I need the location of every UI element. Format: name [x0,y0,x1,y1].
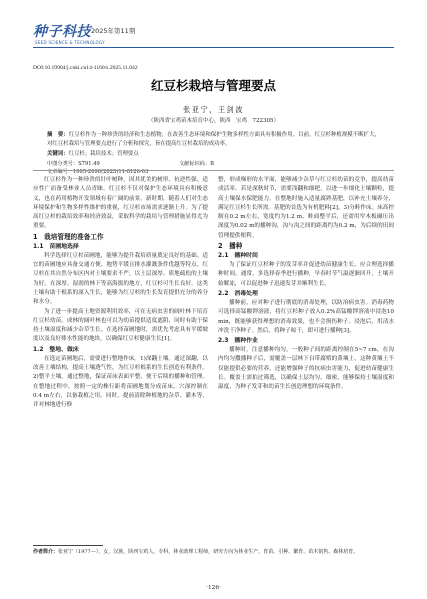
affiliation: （陕西省宝鸡苗木培育中心，陕西 宝鸡 722305） [148,118,279,124]
article-title: 红豆杉栽培与管理要点 [150,78,276,93]
paragraph-continued: 整，形成梯形的水平面，能够减少杂草与红豆杉幼苗的竞争，提高幼苗成活率。若是深秋时节，需要浅翻和细耙，以进一步细化土壤颗粒，提高土壤保水保肥能力。在整地时施入适量腐熟基肥，以补充土壤养分，满足红豆杉生长所需。基肥的首选为有机肥料[2]。3)分畦作床。床高控制在0.2 m左右，宽度约为1.2 m。畦面整平后，还需用窄木板碾压出深度为0.02 m的播种沟，沟与沟之间的距离约为0.2 m，为后续的田间管理提供便利。 [218,177,394,239]
paragraph: 播种时，注意播种均匀，一般种子间的距离控制在5~7 cm，在沟内均匀撒播种子后，需覆盖一层林下自带腐殖的黄壤土，这种黄壤土不仅能提供必要的营养，还能增强种子的抗病虫害能力，促进幼苗健康生长。覆盖土需拍过筛选，以确保土层均匀、细密，能够保持土壤湿度和温度，为种子发芽和幼苗生长创造理想的环境条件。 [218,347,394,391]
page-number: ·126· [206,585,221,591]
subsection-heading-2-3: 2.3 播种作业 [218,338,258,345]
left-column [33,176,208,411]
keywords-text: 红豆杉；栽培技术；管理要点 [68,151,139,157]
article-meta [47,160,380,176]
abstract-text: 红豆杉作为一种珍贵的经济和生态植物，在改善生态环境和保护生物多样性方面具有积极作用。目前，红豆杉种植规模不断扩大，对红豆杉栽培与管理要点进行了分析和探究，旨在提高红豆杉栽培的成功率。 [47,132,380,147]
journal-header [33,24,394,48]
keywords [47,150,380,158]
issue-label: 2025年第11期 [91,27,136,35]
footnote-label: 作者简介： [33,549,59,555]
subsection-heading-1-1: 1.1 苗圃地选择 [33,243,79,250]
subsection-heading-2-1: 2.1 播种时间 [218,253,258,260]
journal-logo-subtext: SEED SCIENCE & TECHNOLOGY [35,40,105,45]
section-heading-2: 2 播种 [218,242,243,251]
subsection-heading-2-2: 2.2 消毒处理 [218,290,258,297]
paragraph: 播种前，应对种子进行彻底的消毒处理，以防治病虫害。消毒药物可选择高锰酸钾溶液，将红豆杉种子放入0.2%高锰酸钾溶液中浸泡10 min，既能够获得理想的消毒效果，也不会损伤种子。浸泡后，用清水冲洗干净种子。然后，将种子晾干，即可进行播种[3]。 [218,299,394,334]
meta-divider [33,170,394,171]
footnote-text: 张亚宁（1977—），女，汉族，陕西宝鸡人，专科，林业助理工程师，研究方向为林业生产、育苗、引种、繁育、苗木销售、森林培育。 [58,549,359,555]
abstract-label: 摘 要： [47,132,69,138]
abstract [47,131,380,148]
authors: 张亚宁，王剑波 [183,105,244,114]
article-number: 文章编号：1005-2690(2025)11-0126-03 [47,169,149,175]
paragraph: 为了进一步提高土地资源利用效率，可在无病虫害的阔叶林下培育红豆杉幼苗。成林的阔叶林也可以为幼苗提供适度遮阴，同时有助于保持土壤湿度和减少杂草生长。在选择苗圃地时，需优先考虑具有平缓坡度以及良好排水性能的地块，以确保红豆杉健康生长[1]。 [33,308,208,343]
intro-paragraph: 红豆杉作为一种珍贵的针叶树种，因其优美的树形、抗逆性强、适应性广而备受林业人员青睐。红豆杉不仅对保护生态环境具有积极意义，也在药用植物开发领域有着广阔的前景。新时期，随着人们对生态环境保护和生物多样性维护的重视，红豆杉市场需求逐渐上升。为了提高红豆杉的栽培效率和经济效益，采取科学的栽培与管理措施显得尤为重要。 [33,177,208,230]
author-footnote [33,549,394,557]
journal-logo: 种子科技 [33,24,91,40]
doi[interactable]: DOI:10.19904/j.cnki.cn14-1160/s.2025.11.042 [33,65,138,71]
right-column [218,176,394,393]
section-heading-1: 1 栽培管理的准备工作 [33,232,104,241]
subsection-heading-1-2: 1.2 整地、做床 [33,346,79,353]
paragraph: 在选定苗圃地后，需要进行整地作床。1)深翻土壤。通过深翻，以改善土壤结构，提高土壤透气性，为红豆杉根系的生长创造有利条件。2)整平土壤。通过整地，保证苗床表面平整，便于后续的播种和管理。在整地过程中，按照一定的株行距将苗圃地划分成苗床，穴深控制在0.4 m左右，以备栽植之用。同时，提前清除种植地的杂草、灌木等，并对林地进行修 [33,355,208,409]
footnote-divider [33,545,103,546]
doc-code: 文献标识码：B [179,161,214,167]
clc-number: 中图分类号：S791.49 [47,161,100,167]
paragraph: 为了保证红豆杉种子的发芽率并促进幼苗健康生长，应合理选择播种时间。通常，多选择春季进行播种，早春时节气温逐渐回升，土壤开始解冻，可以促进种子迅速发芽并顺利生长。 [218,262,394,287]
header-rule [33,47,394,48]
paragraph: 科学选择红豆杉苗圃地，能够为提升栽培质量奠定良好的基础。适宜的苗圃地应具备交通方便、地势平缓且排水灌溉条件优越等特点。红豆杉在其自然分布区内对土壤要求不严，以土层深厚、质地疏松的土壤为好。在深厚、湿润的林下等高海拔的地方，红豆杉可生长良好。这类土壤有助于根系的深入生长，能够为红豆杉的生长发育提供充分的养分和水分。 [33,252,208,306]
keywords-label: 关键词： [47,151,69,157]
